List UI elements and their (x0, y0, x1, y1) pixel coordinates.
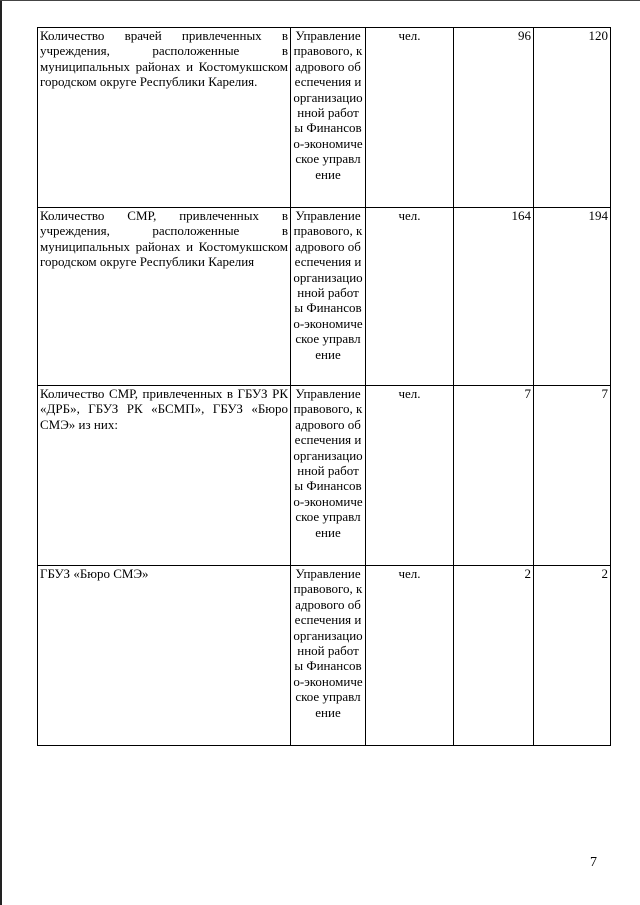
measure-unit: чел. (366, 386, 454, 566)
value-cell-2: 194 (534, 208, 611, 386)
table-row (38, 28, 611, 208)
value-cell-1: 164 (454, 208, 534, 386)
value-cell-1: 2 (454, 566, 534, 746)
measure-unit: чел. (366, 208, 454, 386)
responsible-unit: Управление правового, кадрового обеспечения и организационной работы Финансово-экономическое управление (291, 208, 366, 386)
table-row (38, 208, 611, 386)
indicator-name: Количество СМР, привлеченных в ГБУЗ РК «ДРБ», ГБУЗ РК «БСМП», ГБУЗ «Бюро СМЭ» из них: (38, 386, 291, 566)
scan-edge-top (0, 0, 640, 1)
measure-unit: чел. (366, 566, 454, 746)
table-row (38, 566, 611, 746)
responsible-unit: Управление правового, кадрового обеспечения и организационной работы Финансово-экономическое управление (291, 386, 366, 566)
value-cell-1: 96 (454, 28, 534, 208)
page-number: 7 (590, 855, 597, 870)
indicator-name: Количество врачей привлеченных в учреждения, расположенные в муниципальных районах и Костомукшском городском округе Республики Карелия. (38, 28, 291, 208)
table-row (38, 386, 611, 566)
responsible-unit: Управление правового, кадрового обеспечения и организационной работы Финансово-экономическое управление (291, 566, 366, 746)
indicator-name: Количество СМР, привлеченных в учреждения, расположенные в муниципальных районах и Костомукшском городском округе Республики Карелия (38, 208, 291, 386)
value-cell-2: 120 (534, 28, 611, 208)
measure-unit: чел. (366, 28, 454, 208)
scan-edge-left (0, 0, 2, 905)
indicator-name: ГБУЗ «Бюро СМЭ» (38, 566, 291, 746)
value-cell-2: 2 (534, 566, 611, 746)
responsible-unit: Управление правового, кадрового обеспечения и организационной работы Финансово-экономическое управление (291, 28, 366, 208)
value-cell-2: 7 (534, 386, 611, 566)
indicators-table (37, 27, 611, 746)
value-cell-1: 7 (454, 386, 534, 566)
